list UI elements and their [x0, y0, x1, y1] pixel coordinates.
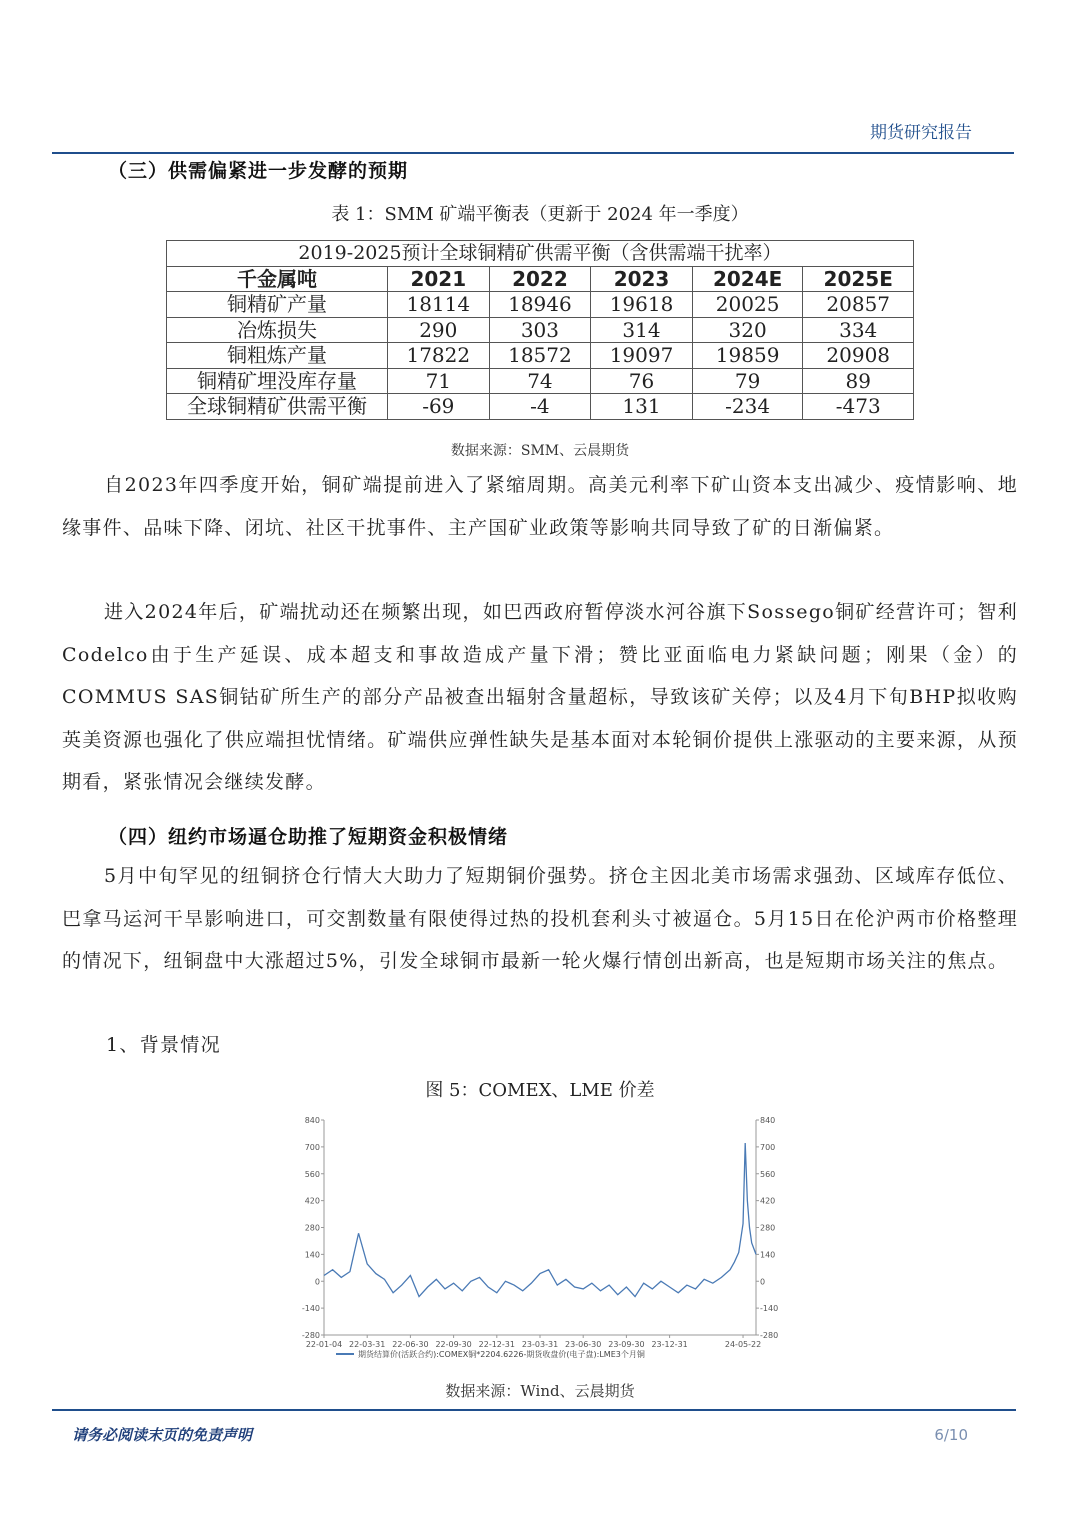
paragraph-2-text: 进入2024年后，矿端扰动还在频繁出现，如巴西政府暂停淡水河谷旗下Sossego铜矿经营许可；智利Codelco由于生产延误、成本超支和事故造成产量下滑；赞比亚面临电力紧缺问题；刚果（金）的COMMUS SAS铜钴矿所生产的部分产品被查出辐射含量超标，导致该矿关停；以及4月下旬BHP拟收购英美资源也强化了供应端担忧情绪。矿端供应弹性缺失是基本面对本轮铜价提供上涨驱动的主要来源，从预期看，紧张情况会继续发酵。	[62, 601, 1018, 793]
x-tick-label: 24-05-22	[724, 1340, 762, 1349]
x-tick-label: 23-06-30	[565, 1340, 602, 1349]
y-tick-label-right: -140	[760, 1304, 779, 1314]
y-tick-label-right: 140	[760, 1250, 776, 1260]
table-cell: 冶炼损失	[167, 317, 388, 343]
table-row	[167, 343, 914, 369]
figure-caption: 图 5：COMEX、LME 价差	[425, 1080, 655, 1101]
table-cell: 18114	[388, 292, 490, 318]
figure-source: 数据来源：Wind、云晨期货	[445, 1382, 635, 1400]
table-cell: 320	[692, 317, 803, 343]
table-cell: -69	[388, 394, 490, 420]
table-cell: 334	[803, 317, 914, 343]
table-cell: 76	[591, 368, 693, 394]
table-row	[167, 317, 914, 343]
paragraph-1-text: 自2023年四季度开始，铜矿端提前进入了紧缩周期。高美元利率下矿山资本支出减少、疫情影响、地缘事件、品味下降、闭坑、社区干扰事件、主产国矿业政策等影响共同导致了矿的日渐偏紧。	[62, 474, 1018, 539]
sub-heading: 1、背景情况	[106, 1034, 221, 1056]
y-tick-label-left: -140	[301, 1304, 320, 1314]
table-header-cell: 2022	[489, 266, 591, 292]
table-cell: 铜粗炼产量	[167, 343, 388, 369]
table-row	[167, 292, 914, 318]
paragraph-3	[62, 855, 1018, 983]
page-number: 6/10	[934, 1426, 968, 1444]
x-tick-label: 22-01-04	[305, 1340, 343, 1349]
y-tick-label-left: 560	[304, 1169, 320, 1179]
header-title: 期货研究报告	[870, 123, 972, 143]
table-source: 数据来源：SMM、云晨期货	[450, 443, 630, 459]
table-header-cell: 千金属吨	[167, 266, 388, 292]
table-cell: 74	[489, 368, 591, 394]
table-cell: -234	[692, 394, 803, 420]
x-tick-label: 22-03-31	[349, 1340, 386, 1349]
x-tick-label: 23-09-30	[608, 1340, 645, 1349]
y-tick-label-right: 560	[760, 1169, 776, 1179]
y-tick-label-right: 0	[760, 1277, 766, 1287]
table-caption: 表 1：SMM 矿端平衡表（更新于 2024 年一季度）	[331, 204, 749, 225]
balance-table	[166, 240, 914, 420]
table-header-cell: 2021	[388, 266, 490, 292]
y-tick-label-right: 420	[760, 1196, 776, 1206]
y-tick-label-left: -280	[301, 1331, 320, 1340]
table-row	[167, 368, 914, 394]
x-tick-label: 23-12-31	[651, 1340, 688, 1349]
section-heading-3: （三）供需偏紧进一步发酵的预期	[108, 160, 409, 182]
header-rule	[52, 152, 1014, 154]
y-tick-label-right: 700	[760, 1142, 776, 1152]
table-cell: 79	[692, 368, 803, 394]
table-cell: 18946	[489, 292, 591, 318]
table-row	[167, 394, 914, 420]
table-header-cell: 2024E	[692, 266, 803, 292]
table-header-cell: 2025E	[803, 266, 914, 292]
paragraph-3-text: 5月中旬罕见的纽铜挤仓行情大大助力了短期铜价强势。挤仓主因北美市场需求强劲、区域库存低位、巴拿马运河干旱影响进口，可交割数量有限使得过热的投机套利头寸被逼仓。5月15日在伦沪两市价格整理的情况下，纽铜盘中大涨超过5%，引发全球铜市最新一轮火爆行情创出新高，也是短期市场关注的焦点。	[62, 865, 1018, 972]
table-cell: 303	[489, 317, 591, 343]
y-tick-label-right: 840	[760, 1116, 776, 1125]
y-tick-label-left: 420	[304, 1196, 320, 1206]
table-header-cell: 2023	[591, 266, 693, 292]
table-title: 2019-2025预计全球铜精矿供需平衡（含供需端干扰率）	[167, 241, 914, 267]
price-spread-chart	[296, 1110, 796, 1370]
x-tick-label: 22-06-30	[392, 1340, 429, 1349]
table-cell: 17822	[388, 343, 490, 369]
section-heading-4: （四）纽约市场逼仓助推了短期资金积极情绪	[108, 826, 509, 848]
table-cell: 20025	[692, 292, 803, 318]
x-tick-label: 22-12-31	[478, 1340, 515, 1349]
y-tick-label-left: 280	[304, 1223, 320, 1233]
paragraph-2	[62, 591, 1018, 804]
footer-disclaimer: 请务必阅读末页的免责声明	[72, 1426, 253, 1444]
y-tick-label-left: 140	[304, 1250, 320, 1260]
paragraph-1	[62, 464, 1018, 549]
table-cell: 铜精矿产量	[167, 292, 388, 318]
table-cell: 89	[803, 368, 914, 394]
table-cell: 全球铜精矿供需平衡	[167, 394, 388, 420]
y-tick-label-left: 700	[304, 1142, 320, 1152]
x-tick-label: 23-03-31	[521, 1340, 559, 1349]
y-tick-label-right: 280	[760, 1223, 776, 1233]
table-cell: -4	[489, 394, 591, 420]
series-line	[324, 1143, 756, 1297]
table-cell: 20857	[803, 292, 914, 318]
table-cell: 20908	[803, 343, 914, 369]
legend-label: 期货结算价(活跃合约):COMEX铜*2204.6226-期货收盘价(电子盘):LME3个月铜	[358, 1350, 645, 1359]
chart-container	[296, 1110, 796, 1370]
footer-rule	[52, 1409, 1016, 1411]
table-cell: 131	[591, 394, 693, 420]
table-cell: 19618	[591, 292, 693, 318]
table-cell: 19859	[692, 343, 803, 369]
table-cell: 18572	[489, 343, 591, 369]
y-tick-label-right: -280	[760, 1331, 779, 1340]
table-cell: 铜精矿埋没库存量	[167, 368, 388, 394]
y-tick-label-left: 840	[304, 1116, 320, 1125]
table-cell: 71	[388, 368, 490, 394]
table-cell: 314	[591, 317, 693, 343]
table-cell: 290	[388, 317, 490, 343]
table-cell: -473	[803, 394, 914, 420]
x-tick-label: 22-09-30	[435, 1340, 472, 1349]
table-cell: 19097	[591, 343, 693, 369]
y-tick-label-left: 0	[314, 1277, 320, 1287]
